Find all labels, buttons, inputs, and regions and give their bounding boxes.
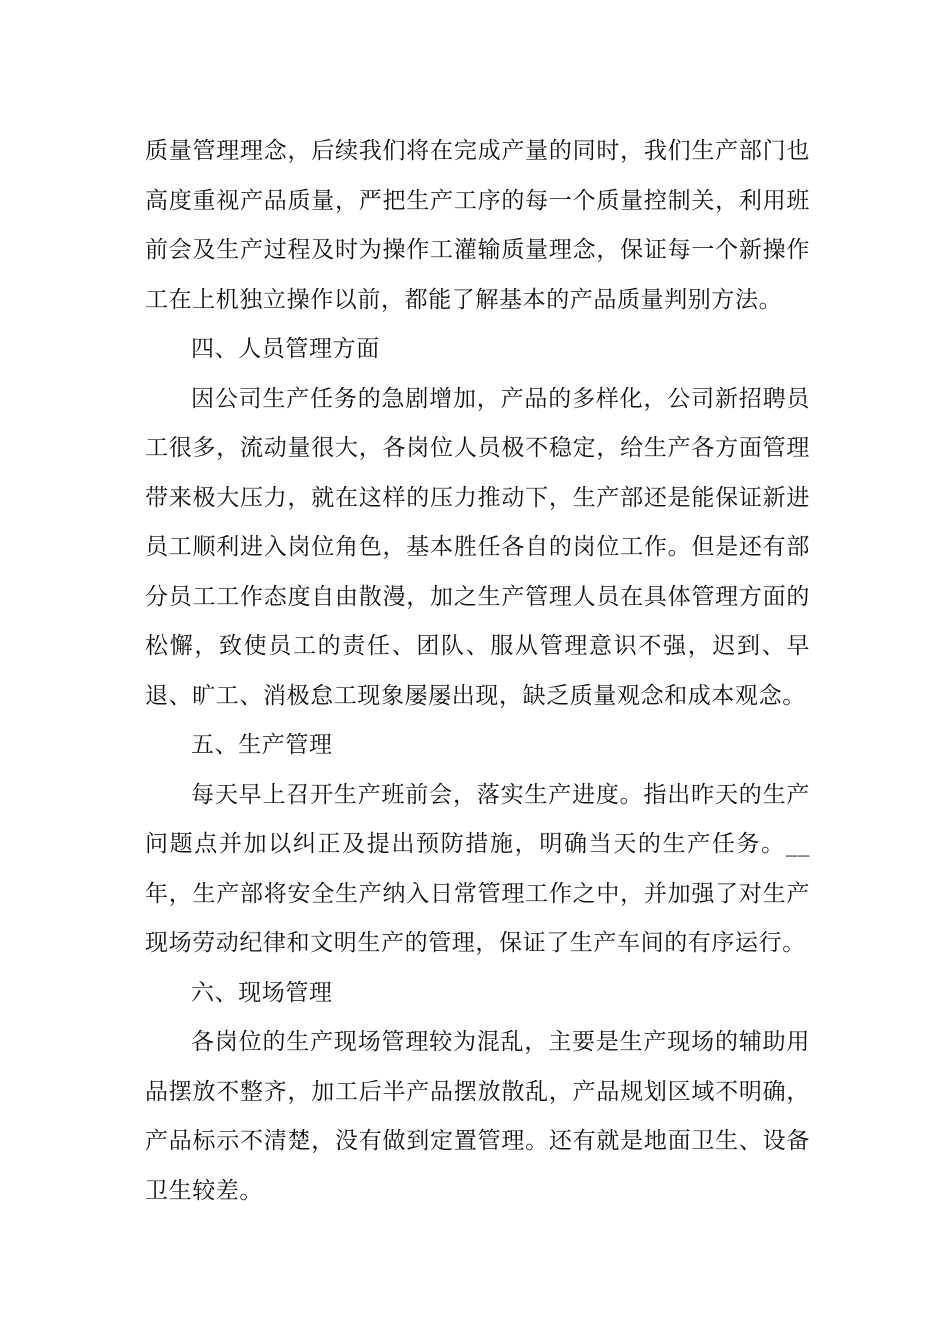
heading-personnel-management: 四、人员管理方面 bbox=[191, 336, 380, 362]
paragraph-site-management: 各岗位的生产现场管理较为混乱，主要是生产现场的辅助用品摆放不整齐，加工后半产品摆放散乱，产品规划区域不明确，产品标示不清楚，没有做到定置管理。还有就是地面卫生、设备卫生较差。 bbox=[145, 1029, 810, 1204]
heading-site-management: 六、现场管理 bbox=[191, 979, 333, 1006]
heading-production-management: 五、生产管理 bbox=[191, 732, 333, 758]
paragraph-production-management: 每天早上召开生产班前会，落实生产进度。指出昨天的生产问题点并加以纠正及提出预防措施，明确当天的生产任务。__年，生产部将安全生产纳入日常管理工作之中，并加强了对生产现场劳动纪律和文明生产的管理，保证了生产车间的有序运行。 bbox=[145, 781, 810, 956]
paragraph-quality-continued: 质量管理理念，后续我们将在完成产量的同时，我们生产部门也高度重视产品质量，严把生产工序的每一个质量控制关，利用班前会及生产过程及时为操作工灌输质量理念，保证每一个新操作工在上机独立操作以前，都能了解基本的产品质量判别方法。 bbox=[145, 138, 810, 313]
paragraph-personnel-management: 因公司生产任务的急剧增加，产品的多样化，公司新招聘员工很多，流动量很大，各岗位人员极不稳定，给生产各方面管理带来极大压力，就在这样的压力推动下，生产部还是能保证新进员工顺利进入岗位角色，基本胜任各自的岗位工作。但是还有部分员工工作态度自由散漫，加之生产管理人员在具体管理方面的松懈，致使员工的责任、团队、服从管理意识不强，迟到、早退、旷工、消极怠工现象屡屡出现，缺乏质量观念和成本观念。 bbox=[145, 385, 810, 709]
document-body bbox=[145, 127, 810, 1216]
